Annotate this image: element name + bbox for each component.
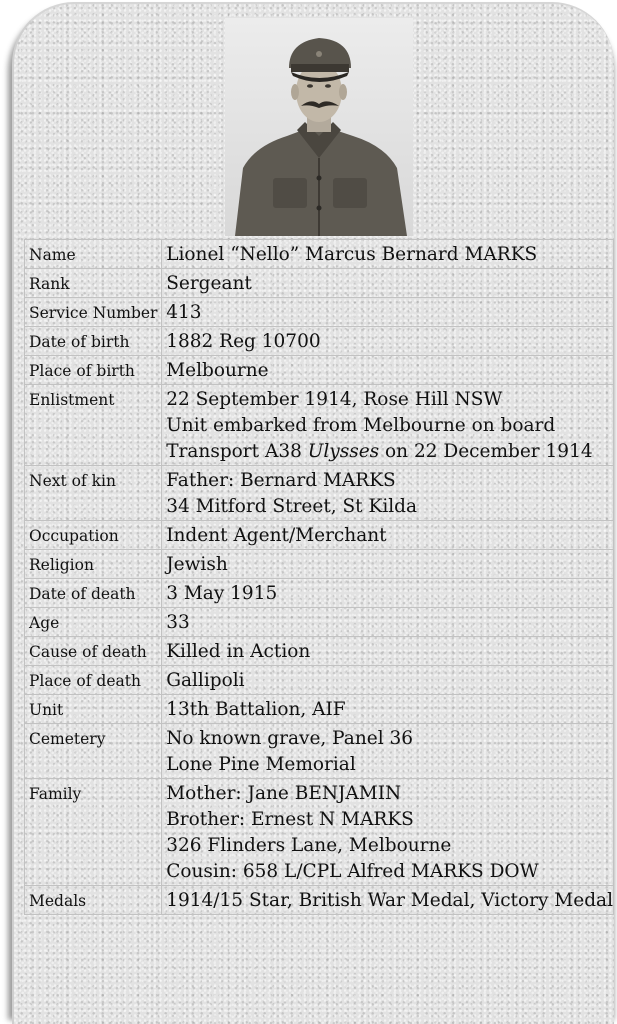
field-value <box>162 550 614 579</box>
field-label: Rank <box>25 269 162 298</box>
record-row-occupation <box>25 521 614 550</box>
value-line: Lone Pine Memorial <box>166 754 356 775</box>
value-line: Unit embarked from Melbourne on board <box>166 415 556 436</box>
value-line: Indent Agent/Merchant <box>166 525 387 546</box>
value-line: Lionel “Nello” Marcus Bernard MARKS <box>166 244 538 265</box>
value-line: Cousin: 658 L/CPL Alfred MARKS DOW <box>166 861 539 882</box>
field-value <box>162 327 614 356</box>
field-label: Age <box>25 608 162 637</box>
record-row-enlistment <box>25 385 614 466</box>
record-row-medals <box>25 886 614 915</box>
value-line: No known grave, Panel 36 <box>166 728 414 749</box>
record-row-family <box>25 779 614 886</box>
value-line <box>166 439 613 465</box>
field-label: Place of birth <box>25 356 162 385</box>
value-line: 3 May 1915 <box>166 583 278 604</box>
record-row-place-of-death <box>25 666 614 695</box>
field-value <box>162 385 614 466</box>
record-row-service-number <box>25 298 614 327</box>
field-value <box>162 466 614 521</box>
field-label: Unit <box>25 695 162 724</box>
record-row-religion <box>25 550 614 579</box>
value-line: Mother: Jane BENJAMIN <box>166 783 402 804</box>
record-row-next-of-kin <box>25 466 614 521</box>
service-record-table <box>24 239 614 915</box>
field-value <box>162 779 614 886</box>
value-line: Brother: Ernest N MARKS <box>166 809 414 830</box>
field-value <box>162 298 614 327</box>
field-label: Cause of death <box>25 637 162 666</box>
field-label: Medals <box>25 886 162 915</box>
record-row-age <box>25 608 614 637</box>
field-label: Next of kin <box>25 466 162 521</box>
value-line: Gallipoli <box>166 670 245 691</box>
record-row-rank <box>25 269 614 298</box>
field-value <box>162 579 614 608</box>
field-value <box>162 886 614 915</box>
value-line: 413 <box>166 302 202 323</box>
value-line: 326 Flinders Lane, Melbourne <box>166 835 452 856</box>
record-row-date-of-birth <box>25 327 614 356</box>
value-fragment: on 22 December 1914 <box>379 441 593 462</box>
record-row-cemetery <box>25 724 614 779</box>
field-label: Occupation <box>25 521 162 550</box>
field-value <box>162 521 614 550</box>
field-label: Cemetery <box>25 724 162 779</box>
field-value <box>162 695 614 724</box>
record-row-place-of-birth <box>25 356 614 385</box>
field-value <box>162 666 614 695</box>
value-line: Killed in Action <box>166 641 311 662</box>
field-label: Name <box>25 240 162 269</box>
record-row-name <box>25 240 614 269</box>
field-label: Service Number <box>25 298 162 327</box>
value-line: Melbourne <box>166 360 269 381</box>
field-value <box>162 637 614 666</box>
record-row-date-of-death <box>25 579 614 608</box>
field-label: Religion <box>25 550 162 579</box>
field-value <box>162 240 614 269</box>
value-line: 13th Battalion, AIF <box>166 699 346 720</box>
value-line: Sergeant <box>166 273 252 294</box>
value-line: 33 <box>166 612 190 633</box>
value-line: 22 September 1914, Rose Hill NSW <box>166 389 503 410</box>
value-line: Father: Bernard MARKS <box>166 470 396 491</box>
value-line: 1882 Reg 10700 <box>166 331 321 352</box>
field-value <box>162 356 614 385</box>
field-label: Place of death <box>25 666 162 695</box>
field-label: Family <box>25 779 162 886</box>
field-label: Date of death <box>25 579 162 608</box>
field-label: Date of birth <box>25 327 162 356</box>
record-row-unit <box>25 695 614 724</box>
value-fragment: Transport A38 <box>166 441 308 462</box>
record-row-cause-of-death <box>25 637 614 666</box>
value-line: Jewish <box>166 554 228 575</box>
value-line: 34 Mitford Street, St Kilda <box>166 496 418 517</box>
field-value <box>162 269 614 298</box>
value-line: 1914/15 Star, British War Medal, Victory Medal <box>166 890 613 911</box>
field-value <box>162 608 614 637</box>
soldier-portrait-photo <box>225 18 413 236</box>
ship-name: Ulysses <box>307 441 380 462</box>
field-value <box>162 724 614 779</box>
field-label: Enlistment <box>25 385 162 466</box>
